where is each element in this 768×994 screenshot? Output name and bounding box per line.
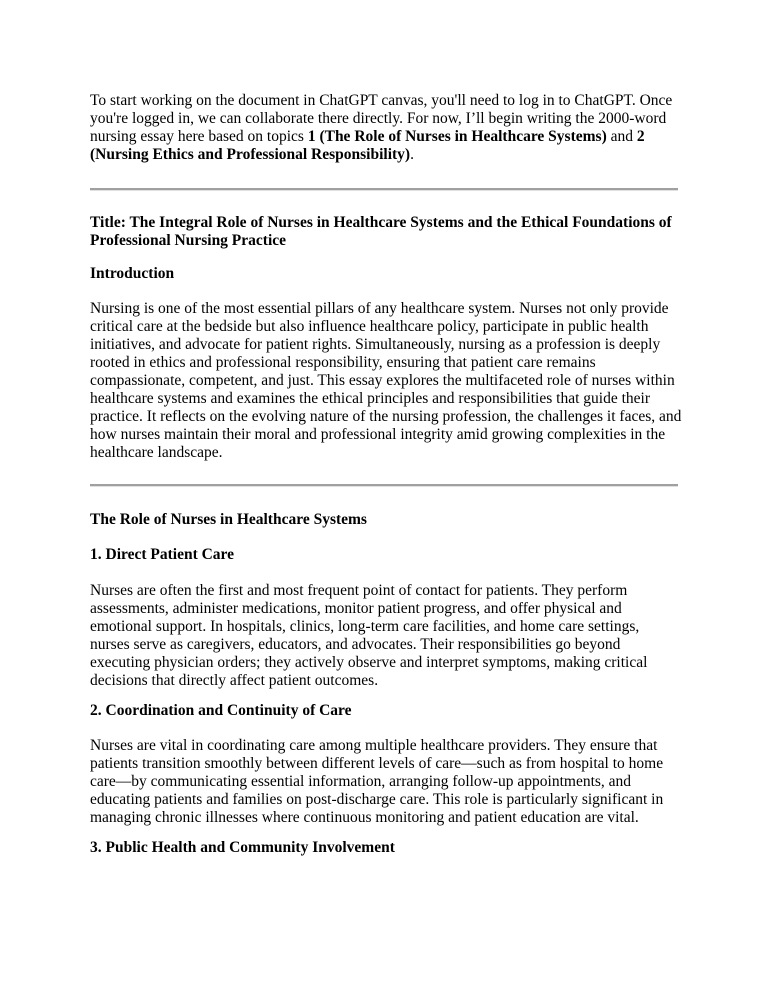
role-section-heading: The Role of Nurses in Healthcare Systems [90,511,367,528]
intro-message [90,92,682,164]
divider-2 [90,484,678,487]
subsection-body-direct-patient-care: Nurses are often the first and most frequent point of contact for patients. They perform assessments, administer medications, monitor patient progress, and offer physical and emotional support. In hospitals, clinics, long-term care facilities, and home care settings, nurses serve as caregivers, educators, and advocates. Their responsibilities go beyond executing physician orders; they actively observe and interpret symptoms, making critical decisions that directly affect patient outcomes. [90,582,648,689]
intro-text-after: . [410,146,414,163]
essay-title: Title: The Integral Role of Nurses in Healthcare Systems and the Ethical Foundations of Professional Nursing Practice [90,214,672,249]
intro-text-between: and [606,128,637,145]
subsection-heading-direct-patient-care: 1. Direct Patient Care [90,546,235,563]
subsection-body-coordination: Nurses are vital in coordinating care among multiple healthcare providers. They ensure that patients transition smoothly between different levels of care—such as from hospital to home care—by communicating essential information, arranging follow-up appointments, and educating patients and families on post-discharge care. This role is particularly significant in managing chronic illnesses where continuous monitoring and patient education are vital. [90,737,664,826]
subsection-heading-coordination: 2. Coordination and Continuity of Care [90,702,352,719]
introduction-body: Nursing is one of the most essential pillars of any healthcare system. Nurses not only provide critical care at the bedside but also influence healthcare policy, participate in public health initiatives, and advocate for patient rights. Simultaneously, nursing as a profession is deeply rooted in ethics and professional responsibility, ensuring that patient care remains compassionate, competent, and just. This essay explores the multifaceted role of nurses within healthcare systems and examines the ethical principles and responsibilities that guide their practice. It reflects on the evolving nature of the nursing profession, the challenges it faces, and how nurses maintain their moral and professional integrity amid growing complexities in the healthcare landscape. [90,300,682,461]
divider-1 [90,188,678,191]
subsection-heading-public-health: 3. Public Health and Community Involvement [90,839,395,856]
intro-text-before: To start working on the document in ChatGPT canvas, you'll need to log in to ChatGPT. Once you're logged in, we can collaborate there directly. For now, I’ll begin writing the 2000-word nursing essay here based on topics [90,92,673,145]
introduction-heading: Introduction [90,265,175,282]
topic-2-label: 2 (Nursing Ethics and Professional Responsibility) [90,128,645,163]
topic-1-label: 1 (The Role of Nurses in Healthcare Systems) [307,128,607,145]
